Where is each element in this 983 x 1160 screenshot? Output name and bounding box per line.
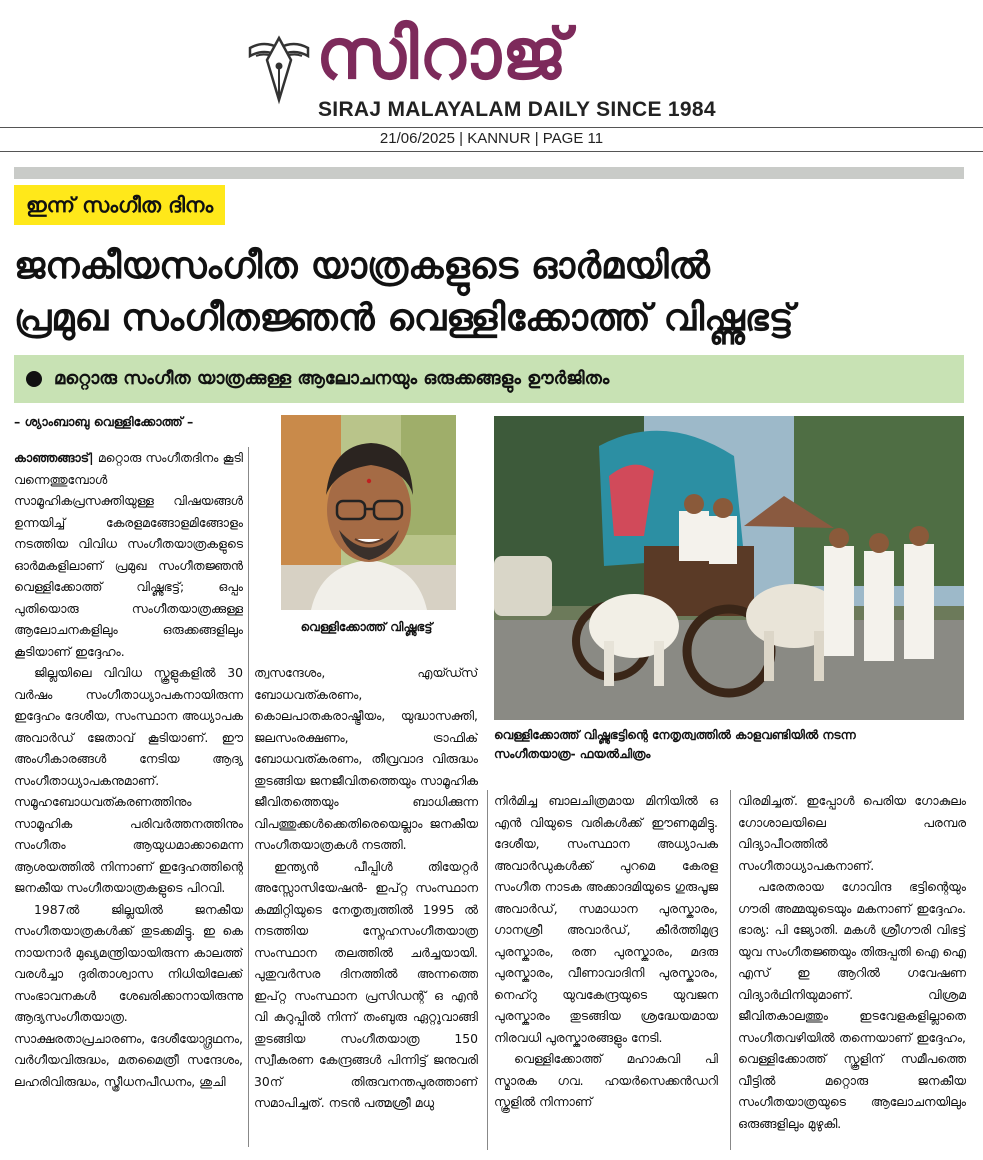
article-kicker: ഇന്ന് സംഗീത ദിനം (14, 185, 225, 225)
cart-caption-line-2: സംഗീതയാത്ര- ഫയൽചിത്രം (494, 747, 651, 761)
column-rule (487, 790, 488, 1150)
paragraph: 1987ൽ ജില്ലയിൽ ജനകീയ സംഗീതയാത്രകൾക്ക് തുടക്കമിട്ടു. ഇ കെ നായനാർ മുഖ്യമന്ത്രിയായിരുന്ന കാലത്ത് വരൾച്ചാ ദുരിതാശ്വാസ നിധിയിലേക്ക് സംഭാവനകൾ ശേഖരിക്കാനായിരുന്നു ആദ്യസംഗീതയാത്ര. സാക്ഷരതാപ്രചാരണം, ദേശീയോദ്ഗ്രഥനം, വർഗീയവിരുദ്ധം, മതമൈത്രീ സന്ദേശം, ലഹരിവിരുദ്ധം, സ്ത്രീധനപീഡനം, ശുചി (14, 901, 243, 1089)
bullock-cart-illustration (494, 416, 964, 720)
headline-line-1: ജനകീയസംഗീത യാത്രകളുടെ ഓർമയിൽ (14, 244, 710, 287)
headline-line-2: പ്രമുഖ സംഗീതജ്ഞൻ വെള്ളിക്കോത്ത് വിഷ്ണുഭട്ട് (14, 296, 794, 339)
story-dateline: കാഞ്ഞങ്ങാട്| (14, 450, 94, 465)
paragraph-text: മറ്റൊരു സംഗീതദിനം കൂടി വന്നെത്തുമ്പോൾ സാമൂഹികപ്രസക്തിയുള്ള വിഷയങ്ങൾ ഉന്നയിച്ച് കേരളമങ്ങോളമിങ്ങോളം നടത്തിയ വിവിധ സംഗീതയാത്രകളുടെ ഓർമകളിലാണ് പ്രമുഖ സംഗീതജ്ഞൻ വെള്ളിക്കോത്ത് വിഷ്ണുഭട്ട്; ഒപ്പം പുതിയൊരു സംഗീതയാത്രക്കുള്ള ആലോചനകളിലും ഒരുക്കങ്ങളിലും കൂടിയാണ് ഇദ്ദേഹം. (14, 450, 243, 659)
paragraph: വിരമിച്ചത്. ഇപ്പോൾ പെരിയ ഗോകുലം ഗോശാലയിലെ പരമ്പര വിദ്യാപീഠത്തിൽ സംഗീതാധ്യാപകനാണ്. (738, 793, 966, 873)
paragraph: ഇന്ത്യൻ പീപ്പിൾ തിയേറ്റർ അസ്സോസിയേഷൻ- ഇപ്റ്റ സംസ്ഥാന കമ്മിറ്റിയുടെ നേതൃത്വത്തിൽ 1995 ൽ നടത്തിയ സ്നേഹസംഗീതയാത്ര സംസ്ഥാന തലത്തിൽ ചർച്ചയായി. പുതുവർസര ദിനത്തിൽ അന്നത്തെ ഇപ്റ്റ സംസ്ഥാന പ്രസിഡന്റ് ഒ എൻ വി കുറുപ്പിൽ നിന്ന് തംബുരു ഏറ്റുവാങ്ങി തുടങ്ങിയ സംഗീതയാത്ര 150 സ്വീകരണ കേന്ദ്രങ്ങൾ പിന്നിട്ട് ജനുവരി 30ന് തിരുവനന്തപുരത്താണ് സമാപിച്ചത്. നടൻ പത്മശ്രീ മധു (254, 858, 478, 1110)
article-column-1 (14, 447, 243, 1147)
bullock-cart-photo (494, 416, 964, 720)
portrait-illustration (281, 415, 456, 610)
byline: – ശ്യാംബാബു വെള്ളിക്കോത്ത് – (14, 414, 194, 429)
article-headline (14, 240, 969, 344)
deck-text: മറ്റൊരു സംഗീത യാത്രക്കുള്ള ആലോചനയും ഒരുക്കങ്ങളും ഊർജിതം (54, 368, 610, 389)
masthead-rule-bottom (0, 151, 983, 152)
edition-dateline: 21/06/2025 | KANNUR | PAGE 11 (379, 130, 604, 147)
article-column-4 (738, 790, 966, 1152)
pen-book-logo-icon (246, 26, 312, 106)
cart-photo-caption (494, 726, 964, 764)
masthead (0, 0, 983, 128)
masthead-tagline: SIRAJ MALAYALAM DAILY SINCE 1984 (318, 98, 716, 121)
paragraph (14, 447, 243, 662)
masthead-rule-top (0, 127, 983, 128)
cart-caption-line-1: വെള്ളിക്കോത്ത് വിഷ്ണുഭട്ടിന്റെ നേതൃത്വത്തിൽ കാളവണ്ടിയിൽ നടന്ന (494, 728, 856, 742)
portrait-caption: വെള്ളിക്കോത്ത് വിഷ്ണുഭട്ട് (300, 620, 433, 634)
bullet-icon (26, 371, 42, 387)
article-column-3 (494, 790, 718, 1152)
column-rule (248, 447, 249, 1147)
section-band (14, 167, 964, 179)
paragraph: ത്വസന്ദേശം, എയ്ഡ്സ് ബോധവത്കരണം, കൊലപാതകരാഷ്ട്രീയം, യുദ്ധാസക്തി, ജലസംരക്ഷണം, ട്രാഫിക് ബോധവത്കരണം, തീവ്രവാദ വിരുദ്ധം തുടങ്ങിയ ജനജീവിതത്തെയും സാമൂഹിക ജീവിതത്തെയും ബാധിക്കുന്ന വിപത്തുക്കൾക്കെതിരെയെല്ലാം ജനകീയ സംഗീതയാത്രകൾ നടത്തി. (254, 665, 478, 852)
article-column-2 (254, 662, 478, 1152)
portrait-photo (281, 415, 456, 610)
paragraph: വെള്ളിക്കോത്ത് മഹാകവി പി സ്മാരക ഗവ. ഹയർസെക്കൻഡറി സ്കൂളിൽ നിന്നാണ് (494, 1051, 718, 1109)
paragraph: നിർമിച്ച ബാലചിത്രമായ മിനിയിൽ ഒ എൻ വിയുടെ വരികൾക്ക് ഈണമുമിട്ടു. ദേശീയ, സംസ്ഥാന അധ്യാപക അവാർഡുകൾക്ക് പുറമെ കേരള സംഗീത നാടക അക്കാദമിയുടെ ഗുരുപൂജ അവാർഡ്, സമാധാന പുരസ്കാരം, ഗാനശ്രീ അവാർഡ്, കീർത്തിമുദ്ര പുരസ്കാരം, രത്ന പുരസ്കാരം, മദരു പുരസ്കാരം, വീണാവാദിനി പുരസ്കാരം, നെഹ്റു യുവകേന്ദ്രയുടെ യുവജന പുരസ്കാരം തുടങ്ങിയ ശ്രദ്ധേയമായ നിരവധി പുരസ്കാരങ്ങളും നേടി. (494, 793, 718, 1045)
paragraph: പരേതരായ ഗോവിന്ദ ഭട്ടിന്റെയും ഗൗരി അമ്മയുടെയും മകനാണ് ഇദ്ദേഹം. ഭാര്യ: പി ജ്യോതി. മകൾ ശ്രീഗൗരി വിഭട്ട് യുവ സംഗീതജ്ഞയും തിരുപ്പതി ഐ ഐ എസ് ഇ ആറിൽ ഗവേഷണ വിദ്യാർഥിനിയുമാണ്. വിശ്രമ ജീവിതകാലത്തും ഇടവേളകളില്ലാതെ സംഗീതവഴിയിൽ തന്നെയാണ് ഇദ്ദേഹം, വെള്ളിക്കോത്ത് സ്കൂളിന് സമീപത്തെ വീട്ടിൽ മറ്റൊരു ജനകീയ സംഗീതയാത്രയുടെ ആലോചനയിലും ഒരുങ്ങളിലും മുഴുകി. (738, 879, 966, 1131)
article-deck (14, 355, 964, 403)
masthead-logo-text: സിറാജ് (316, 13, 569, 95)
paragraph: ജില്ലയിലെ വിവിധ സ്കൂളുകളിൽ 30 വർഷം സംഗീതാധ്യാപകനായിരുന്ന ഇദ്ദേഹം ദേശീയ, സംസ്ഥാന അധ്യാപക അവാർഡ് ജേതാവ് കൂടിയാണ്. ഈ അംഗീകാരങ്ങൾ നേടിയ ആദ്യ സംഗീതാധ്യാപകനുമാണ്. സമൂഹബോധവത്കരണത്തിനും സാമൂഹിക പരിവർത്തനത്തിനും സംഗീതം ആയുധമാക്കാമെന്ന ആശയത്തിൽ നിന്നാണ് ഇദ്ദേഹത്തിന്റെ ജനകീയ സംഗീതയാത്രകളുടെ പിറവി. (14, 665, 243, 895)
column-rule (730, 790, 731, 1150)
